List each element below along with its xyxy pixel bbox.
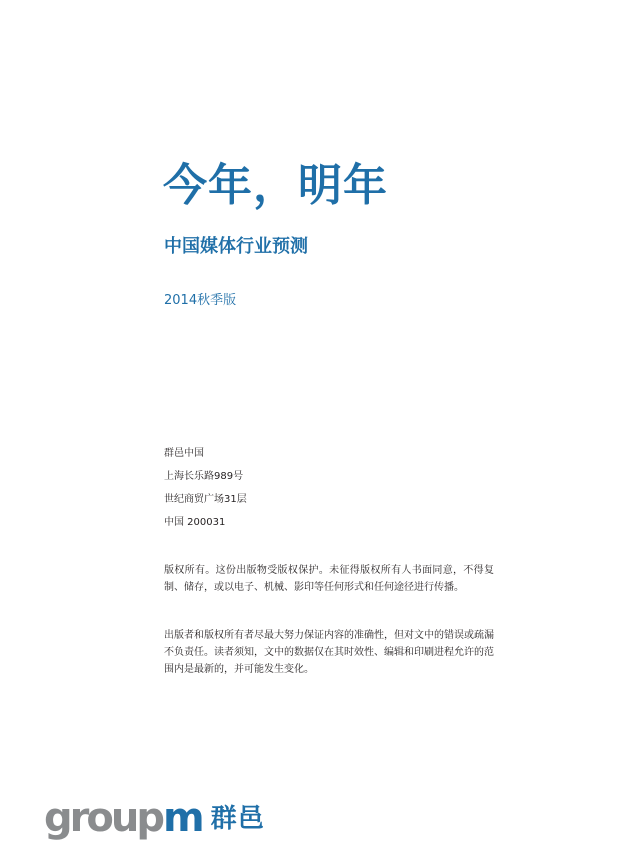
groupm-logo [44,790,265,841]
address-block [164,442,247,534]
address-line-country: 中国 200031 [164,517,226,528]
main-title: 今年，明年 [163,160,388,211]
address-line-company: 群邑中国 [164,448,204,459]
logo-m-text: m [162,795,203,841]
subtitle: 中国媒体行业预测 [164,236,308,257]
disclaimer-paragraph: 出版者和版权所有者尽最大努力保证内容的准确性，但对文中的错误或疏漏不负责任。读者须知，文中的数据仅在其时效性、编辑和印刷进程允许的范围内是最新的，并可能发生变化。 [164,630,494,675]
edition-label: 2014秋季版 [164,293,237,308]
copyright-paragraph: 版权所有。这份出版物受版权保护。未征得版权所有人书面同意，不得复制、储存，或以电子、机械、影印等任何形式和任何途径进行传播。 [164,565,494,593]
address-line-building: 世纪商贸广场31层 [164,494,247,505]
logo-chinese-text: 群邑 [210,804,265,834]
address-line-street: 上海长乐路989号 [164,471,244,482]
logo-group-text: group [44,795,162,841]
